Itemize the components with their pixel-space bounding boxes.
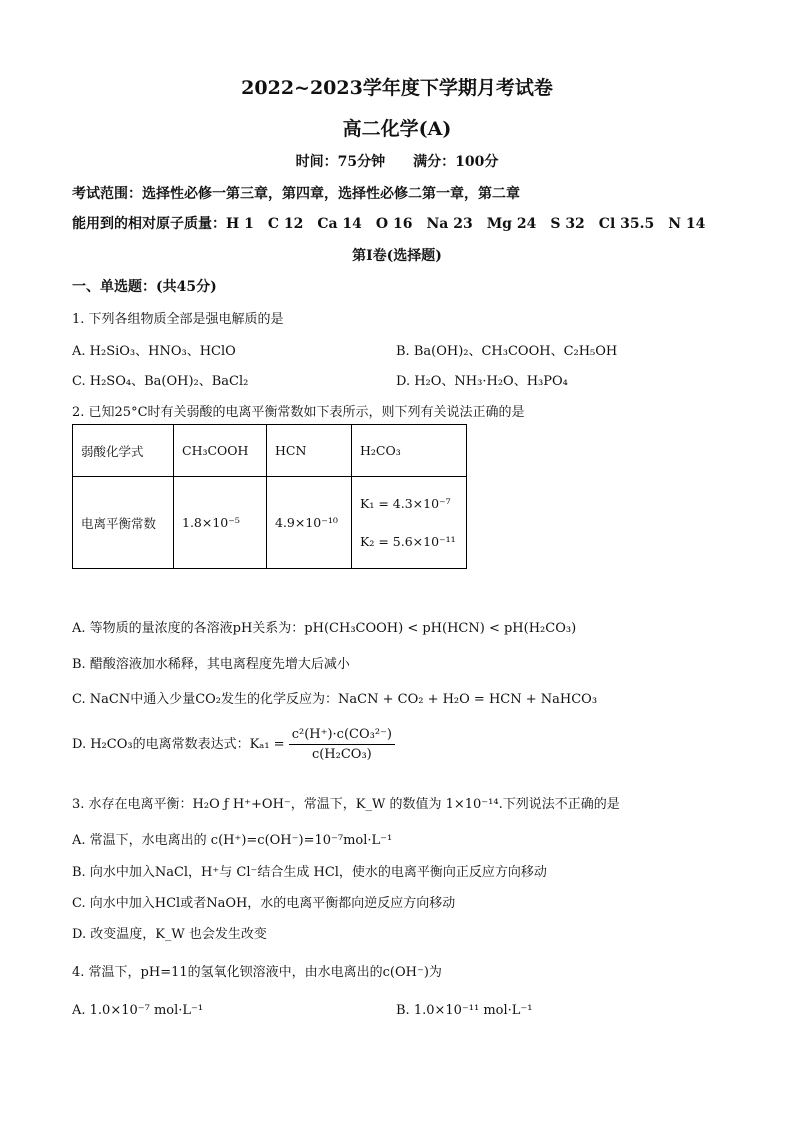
table-header-cell: 弱酸化学式 (73, 425, 174, 477)
q1-option-a: A. H₂SiO₃、HNO₃、HClO (72, 344, 236, 359)
table-cell: 4.9×10⁻¹⁰ (267, 477, 352, 569)
exam-subtitle: 高二化学(A) (342, 118, 452, 140)
q1-option-b: B. Ba(OH)₂、CH₃COOH、C₂H₅OH (396, 344, 618, 359)
table-row (73, 477, 467, 569)
q2-option-d (72, 727, 395, 762)
q3-option-b: B. 向水中加入NaCl，H⁺与 Cl⁻结合生成 HCl，使水的电离平衡向正反应方向移动 (72, 865, 547, 880)
q4-stem: 4. 常温下，pH=11的氢氧化钡溶液中，由水电离出的c(OH⁻)为 (72, 965, 442, 980)
atomic-masses: 能用到的相对原子质量：H 1 C 12 Ca 14 O 16 Na 23 Mg 24 S 32 Cl 35.5 N 14 (72, 216, 706, 232)
exam-scope: 考试范围：选择性必修一第三章，第四章，选择性必修二第一章，第二章 (72, 186, 520, 202)
table-header-cell: HCN (267, 425, 352, 477)
table-cell: 1.8×10⁻⁵ (174, 477, 267, 569)
q3-option-d: D. 改变温度，K_W 也会发生改变 (72, 927, 267, 942)
q3-option-c: C. 向水中加入HCl或者NaOH，水的电离平衡都向逆反应方向移动 (72, 896, 456, 911)
q4-option-b: B. 1.0×10⁻¹¹ mol·L⁻¹ (396, 1003, 533, 1018)
table-cell: 电离平衡常数 (73, 477, 174, 569)
section-heading: 一、单选题：(共45分) (72, 279, 217, 295)
time-info: 时间：75分钟 满分：100分 (295, 154, 499, 170)
q2-option-b: B. 醋酸溶液加水稀释，其电离程度先增大后减小 (72, 657, 350, 672)
table-header-cell: H₂CO₃ (352, 425, 467, 477)
q2-option-c: C. NaCN中通入少量CO₂发生的化学反应为：NaCN + CO₂ + H₂O = HCN + NaHCO₃ (72, 692, 598, 707)
q1-option-d: D. H₂O、NH₃·H₂O、H₃PO₄ (396, 374, 568, 389)
table-header-row (73, 425, 467, 477)
q3-stem: 3. 水存在电离平衡：H₂O ƒ H⁺+OH⁻，常温下，K_W 的数值为 1×10⁻¹⁴.下列说法不正确的是 (72, 797, 620, 812)
q2-option-a: A. 等物质的量浓度的各溶液pH关系为：pH(CH₃COOH) < pH(HCN) < pH(H₂CO₃) (72, 621, 577, 636)
acid-constants-table (72, 424, 467, 569)
q4-option-a: A. 1.0×10⁻⁷ mol·L⁻¹ (72, 1003, 204, 1018)
k1-value: K₁ = 4.3×10⁻⁷ (360, 495, 451, 511)
q2-option-d-prefix: D. H₂CO₃的电离常数表达式：Kₐ₁ = (72, 737, 285, 752)
k2-value: K₂ = 5.6×10⁻¹¹ (360, 533, 456, 549)
table-header-cell: CH₃COOH (174, 425, 267, 477)
exam-title: 2022~2023学年度下学期月考试卷 (241, 77, 553, 99)
ionization-constant-fraction (289, 727, 395, 762)
q1-stem: 1. 下列各组物质全部是强电解质的是 (72, 312, 284, 327)
q1-option-c: C. H₂SO₄、Ba(OH)₂、BaCl₂ (72, 374, 249, 389)
fraction-denominator: c(H₂CO₃) (311, 747, 372, 762)
q2-stem: 2. 已知25°C时有关弱酸的电离平衡常数如下表所示，则下列有关说法正确的是 (72, 405, 525, 420)
fraction-numerator: c²(H⁺)·c(CO₃²⁻) (289, 727, 395, 745)
volume-heading: 第I卷(选择题) (352, 248, 442, 264)
q3-option-a: A. 常温下，水电离出的 c(H⁺)=c(OH⁻)=10⁻⁷mol·L⁻¹ (72, 833, 393, 848)
table-cell (352, 477, 467, 569)
